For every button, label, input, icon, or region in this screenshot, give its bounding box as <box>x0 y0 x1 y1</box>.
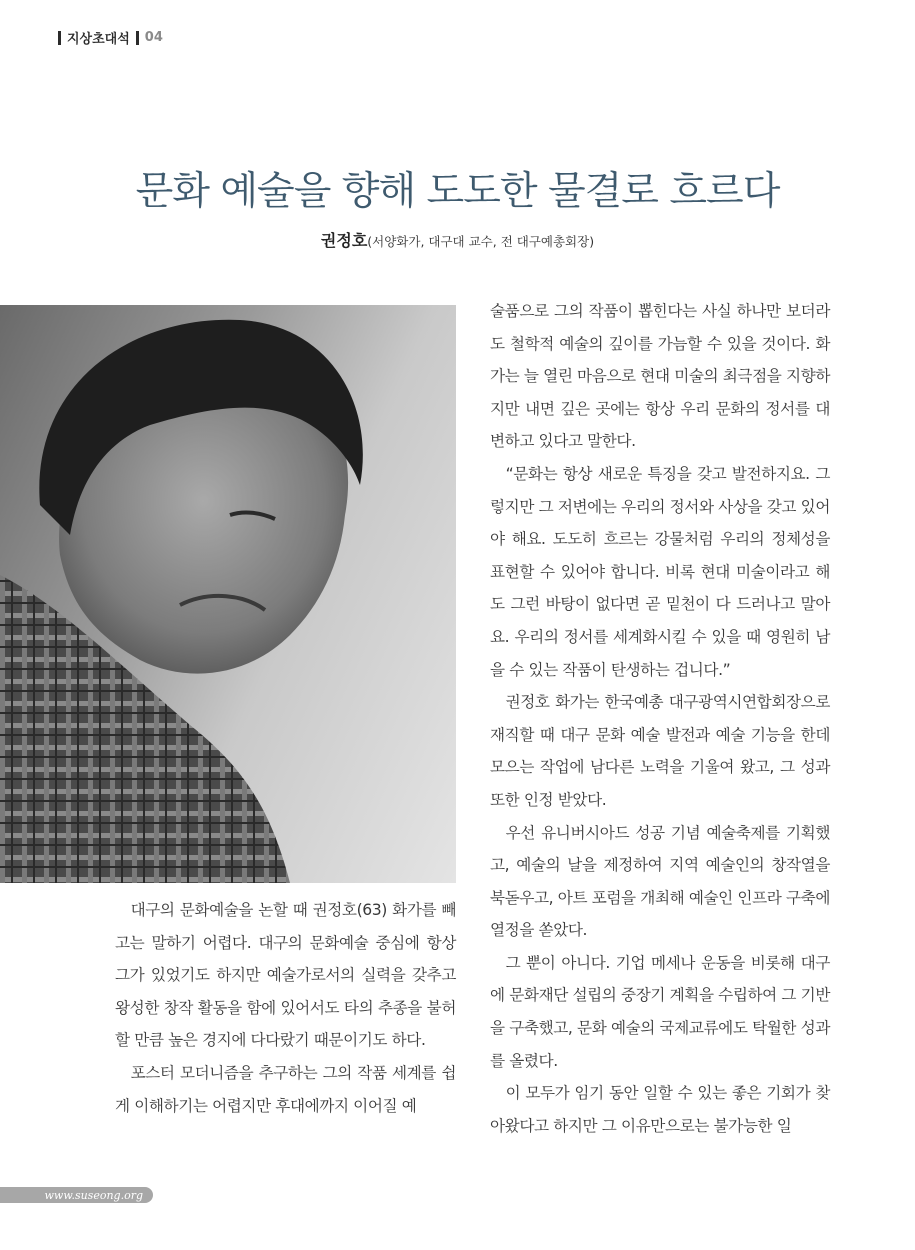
paragraph: 대구의 문화예술을 논할 때 권정호(63) 화가를 빼고는 말하기 어렵다. 대구의 문화예술 중심에 항상 그가 있었기도 하지만 예술가로서의 실력을 갖추고 왕성한 창작 활동을 함에 있어서도 타의 추종을 불허할 만큼 높은 경지에 다다랐기 때문이기도 하다. <box>115 901 456 1050</box>
author-description: (서양화가, 대구대 교수, 전 대구예총회장) <box>367 234 595 249</box>
article-column-left <box>115 894 456 1122</box>
paragraph: 그 뿐이 아니다. 기업 메세나 운동을 비롯해 대구에 문화재단 설립의 중장기 계획을 수립하여 그 기반을 구축했고, 문화 예술의 국제교류에도 탁월한 성과를 올렸다. <box>490 953 830 1070</box>
section-header <box>58 28 163 47</box>
footer-url-tab <box>0 1187 153 1203</box>
portrait-photo <box>0 305 456 883</box>
section-bar-divider <box>136 31 139 45</box>
paragraph: 포스터 모더니즘을 추구하는 그의 작품 세계를 쉽게 이해하기는 어렵지만 후대에까지 이어질 예 <box>115 1063 456 1115</box>
paragraph: 우선 유니버시아드 성공 기념 예술축제를 기획했고, 예술의 날을 제정하여 지역 예술인의 창작열을 북돋우고, 아트 포럼을 개최해 예술인 인프라 구축에 열정을 쏟았다. <box>490 823 830 940</box>
portrait-illustration <box>0 305 456 883</box>
page-number: 04 <box>144 30 163 45</box>
quote-paragraph: “문화는 항상 새로운 특징을 갖고 발전하지요. 그렇지만 그 저변에는 우리의 정서와 사상을 갖고 있어야 해요. 도도히 흐르는 강물처럼 우리의 정체성을 표현할 수 있어야 합니다. 비록 현대 미술이라고 해도 그런 바탕이 없다면 곧 밑천이 다 드러나고 말아요. 우리의 정서를 세계화시킬 수 있을 때 영원히 남을 수 있는 작품이 탄생하는 겁니다.” <box>490 464 830 679</box>
paragraph: 권정호 화가는 한국예총 대구광역시연합회장으로 재직할 때 대구 문화 예술 발전과 예술 기능을 한데 모으는 작업에 남다른 노력을 기울여 왔고, 그 성과 또한 인정 받았다. <box>490 693 830 809</box>
byline <box>0 228 915 251</box>
article-column-right <box>490 295 830 1142</box>
section-title: 지상초대석 <box>67 32 130 47</box>
section-bar <box>58 31 61 45</box>
author-name: 권정호 <box>320 231 368 250</box>
article-title: 문화 예술을 향해 도도한 물결로 흐르다 <box>135 169 780 214</box>
paragraph: 술품으로 그의 작품이 뽑힌다는 사실 하나만 보더라도 철학적 예술의 깊이를 가늠할 수 있을 것이다. 화가는 늘 열린 마음으로 현대 미술의 최극점을 지향하지만 내면 깊은 곳에는 항상 우리 문화의 정서를 대변하고 있다고 말한다. <box>490 302 830 451</box>
paragraph: 이 모두가 임기 동안 일할 수 있는 좋은 기회가 찾아왔다고 하지만 그 이유만으로는 불가능한 일 <box>490 1084 830 1135</box>
footer-url: www.suseong.org <box>44 1188 143 1202</box>
